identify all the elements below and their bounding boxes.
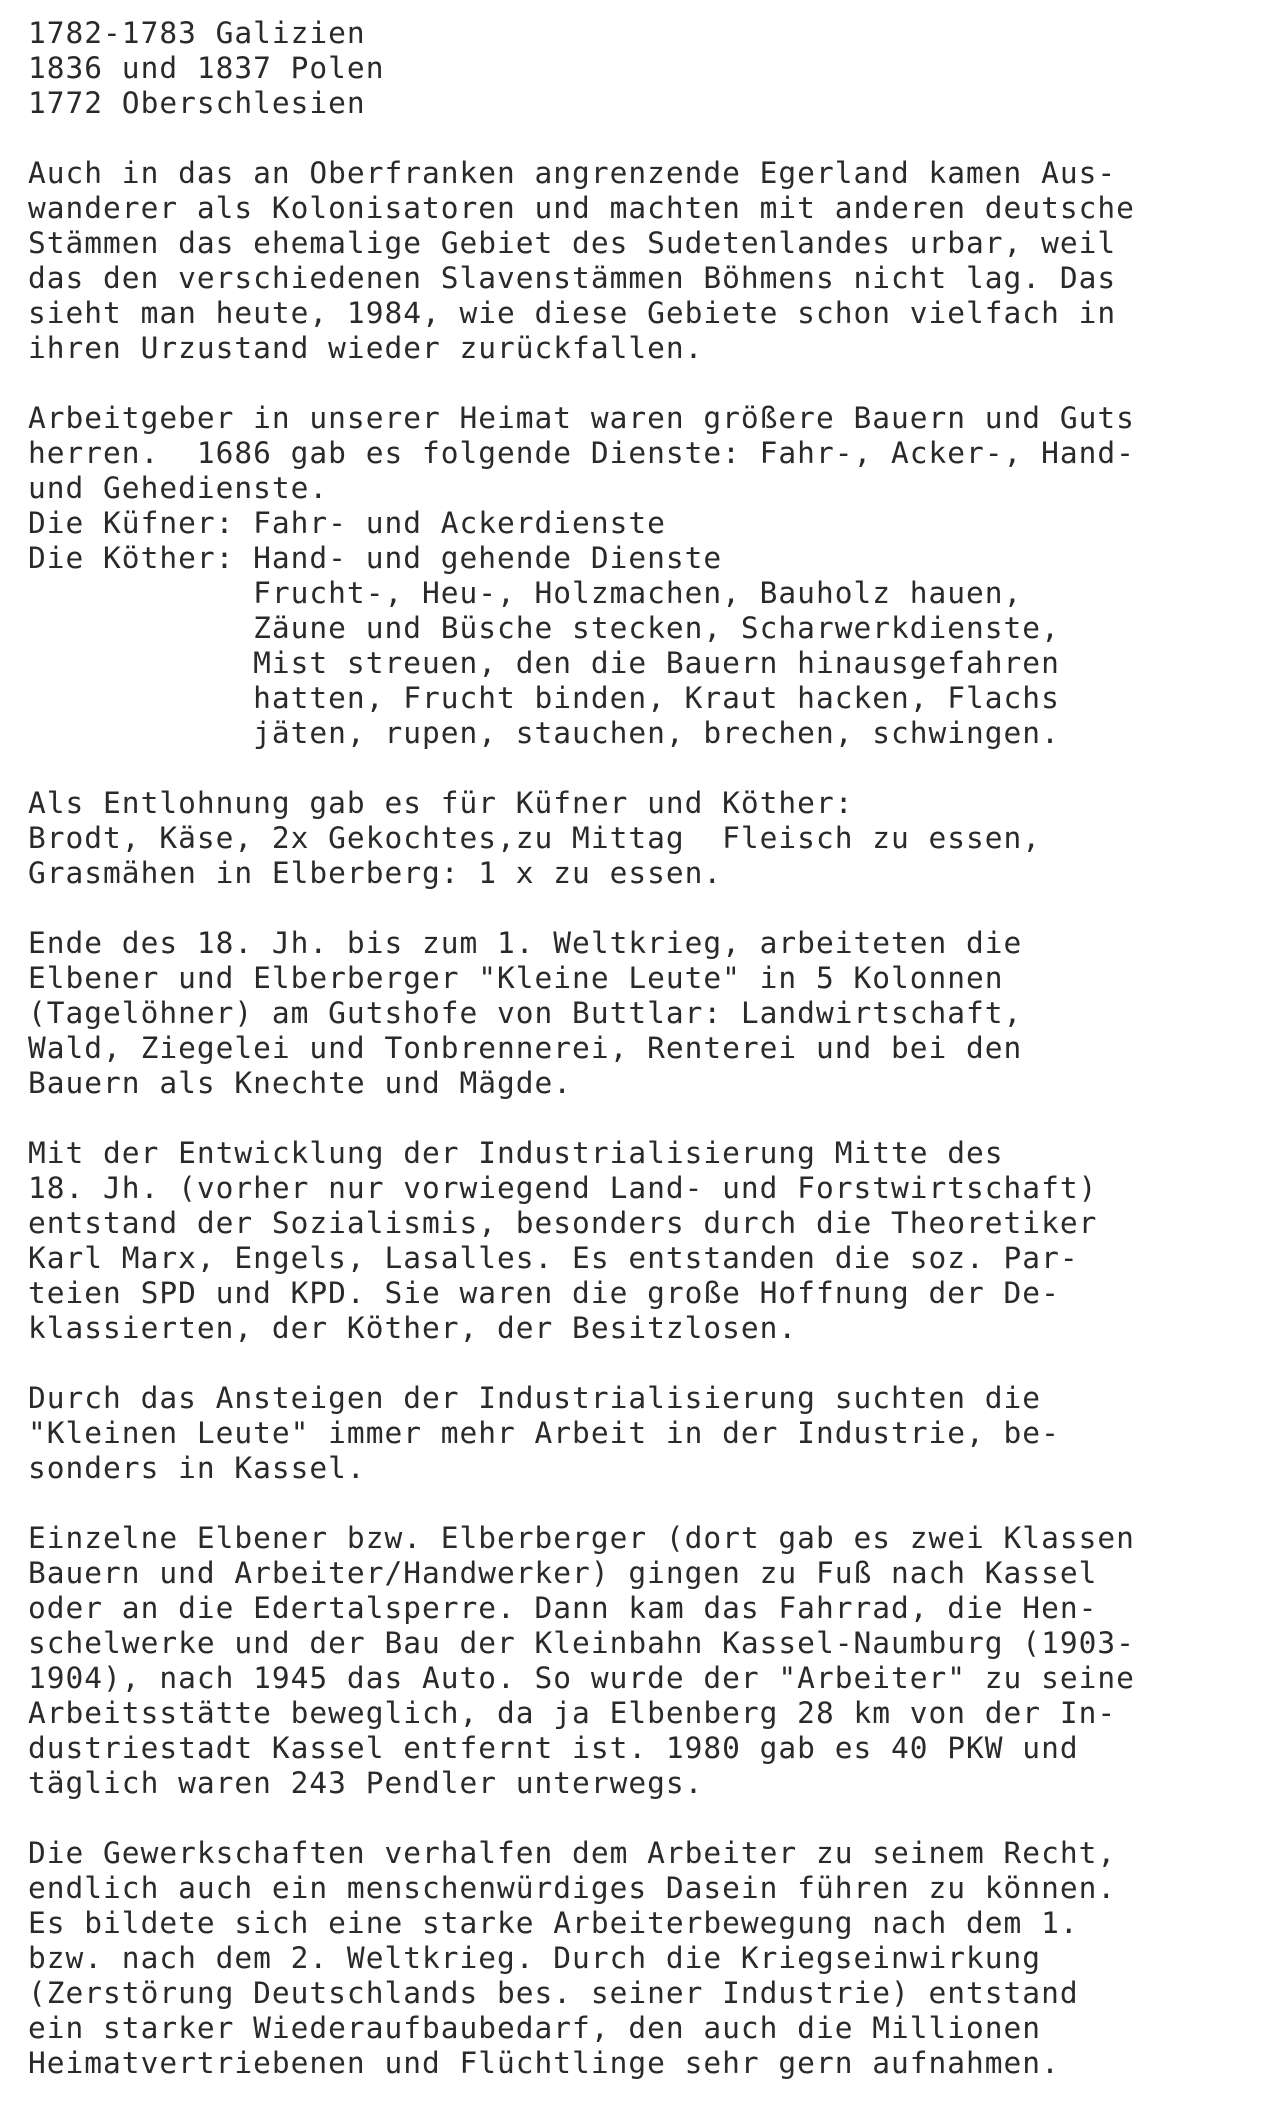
text-line: Als Entlohnung gab es für Küfner und Köther: — [28, 786, 854, 820]
paragraph-gewerkschaften — [28, 1836, 1265, 2081]
text-line: Arbeitgeber in unserer Heimat waren größere Bauern und Guts — [28, 401, 1135, 435]
text-line: hatten, Frucht binden, Kraut hacken, Flachs — [28, 681, 1060, 715]
paragraph-kassel — [28, 1381, 1265, 1486]
text-line: sonders in Kassel. — [28, 1451, 366, 1485]
text-line: Heimatvertriebenen und Flüchtlinge sehr gern aufnahmen. — [28, 2046, 1060, 2080]
text-line: jäten, rupen, stauchen, brechen, schwingen. — [28, 716, 1060, 750]
text-line: schelwerke und der Bau der Kleinbahn Kassel-Naumburg (1903- — [28, 1626, 1135, 1660]
text-line: Die Köther: Hand- und gehende Dienste — [28, 541, 723, 575]
text-line: Bauern als Knechte und Mägde. — [28, 1066, 573, 1100]
text-line: klassierten, der Köther, der Besitzlosen. — [28, 1311, 798, 1345]
text-line: 1782-1783 Galizien — [28, 16, 366, 50]
text-line: Mist streuen, den die Bauern hinausgefahren — [28, 646, 1060, 680]
paragraph-gap — [28, 1486, 1265, 1521]
text-line: teien SPD und KPD. Sie waren die große Hoffnung der De- — [28, 1276, 1060, 1310]
text-line: und Gehedienste. — [28, 471, 329, 505]
paragraph-dates — [28, 16, 1265, 121]
paragraph-pendler — [28, 1521, 1265, 1801]
paragraph-egerland — [28, 156, 1265, 366]
text-line: (Tagelöhner) am Gutshofe von Buttlar: Landwirtschaft, — [28, 996, 1023, 1030]
text-line: Einzelne Elbener bzw. Elberberger (dort gab es zwei Klassen — [28, 1521, 1135, 1555]
text-line: Zäune und Büsche stecken, Scharwerkdienste, — [28, 611, 1060, 645]
text-line: Elbener und Elberberger "Kleine Leute" in 5 Kolonnen — [28, 961, 1004, 995]
text-line: Stämmen das ehemalige Gebiet des Sudetenlandes urbar, weil — [28, 226, 1117, 260]
text-line: bzw. nach dem 2. Weltkrieg. Durch die Kriegseinwirkung — [28, 1941, 1042, 1975]
paragraph-kolonnen — [28, 926, 1265, 1101]
text-line: Brodt, Käse, 2x Gekochtes,zu Mittag Fleisch zu essen, — [28, 821, 1042, 855]
text-line: Ende des 18. Jh. bis zum 1. Weltkrieg, arbeiteten die — [28, 926, 1023, 960]
text-line: Grasmähen in Elberberg: 1 x zu essen. — [28, 856, 723, 890]
text-line: "Kleinen Leute" immer mehr Arbeit in der Industrie, be- — [28, 1416, 1060, 1450]
text-line: dustriestadt Kassel entfernt ist. 1980 gab es 40 PKW und — [28, 1731, 1079, 1765]
text-line: das den verschiedenen Slavenstämmen Böhmens nicht lag. Das — [28, 261, 1117, 295]
text-line: Wald, Ziegelei und Tonbrennerei, Renterei und bei den — [28, 1031, 1023, 1065]
paragraph-arbeitgeber — [28, 401, 1265, 751]
paragraph-gap — [28, 1101, 1265, 1136]
text-line: Die Küfner: Fahr- und Ackerdienste — [28, 506, 666, 540]
text-line: 1836 und 1837 Polen — [28, 51, 385, 85]
paragraph-gap — [28, 1801, 1265, 1836]
paragraph-gap — [28, 366, 1265, 401]
text-line: sieht man heute, 1984, wie diese Gebiete schon vielfach in — [28, 296, 1117, 330]
text-line: 1904), nach 1945 das Auto. So wurde der "Arbeiter" zu seine — [28, 1661, 1135, 1695]
paragraph-gap — [28, 751, 1265, 786]
paragraph-gap — [28, 1346, 1265, 1381]
paragraph-gap — [28, 891, 1265, 926]
text-line: täglich waren 243 Pendler unterwegs. — [28, 1766, 704, 1800]
text-line: entstand der Sozialismis, besonders durch die Theoretiker — [28, 1206, 1098, 1240]
text-line: herren. 1686 gab es folgende Dienste: Fahr-, Acker-, Hand- — [28, 436, 1135, 470]
text-line: Die Gewerkschaften verhalfen dem Arbeiter zu seinem Recht, — [28, 1836, 1117, 1870]
text-line: ihren Urzustand wieder zurückfallen. — [28, 331, 704, 365]
text-line: Mit der Entwicklung der Industrialisierung Mitte des — [28, 1136, 1004, 1170]
text-line: Arbeitsstätte beweglich, da ja Elbenberg 28 km von der In- — [28, 1696, 1117, 1730]
text-line: oder an die Edertalsperre. Dann kam das Fahrrad, die Hen- — [28, 1591, 1098, 1625]
text-line: Es bildete sich eine starke Arbeiterbewegung nach dem 1. — [28, 1906, 1079, 1940]
typewritten-page — [28, 16, 1265, 2081]
text-line: Karl Marx, Engels, Lasalles. Es entstanden die soz. Par- — [28, 1241, 1079, 1275]
text-line: (Zerstörung Deutschlands bes. seiner Industrie) entstand — [28, 1976, 1079, 2010]
paragraph-entlohnung — [28, 786, 1265, 891]
text-line: ein starker Wiederaufbaubedarf, den auch die Millionen — [28, 2011, 1042, 2045]
text-line: 18. Jh. (vorher nur vorwiegend Land- und Forstwirtschaft) — [28, 1171, 1098, 1205]
text-line: Frucht-, Heu-, Holzmachen, Bauholz hauen, — [28, 576, 1023, 610]
text-line: Bauern und Arbeiter/Handwerker) gingen zu Fuß nach Kassel — [28, 1556, 1098, 1590]
text-line: wanderer als Kolonisatoren und machten mit anderen deutsche — [28, 191, 1135, 225]
paragraph-gap — [28, 121, 1265, 156]
text-line: Durch das Ansteigen der Industrialisierung suchten die — [28, 1381, 1042, 1415]
paragraph-industrialisierung — [28, 1136, 1265, 1346]
text-line: Auch in das an Oberfranken angrenzende Egerland kamen Aus- — [28, 156, 1117, 190]
text-line: endlich auch ein menschenwürdiges Dasein führen zu können. — [28, 1871, 1117, 1905]
text-line: 1772 Oberschlesien — [28, 86, 366, 120]
